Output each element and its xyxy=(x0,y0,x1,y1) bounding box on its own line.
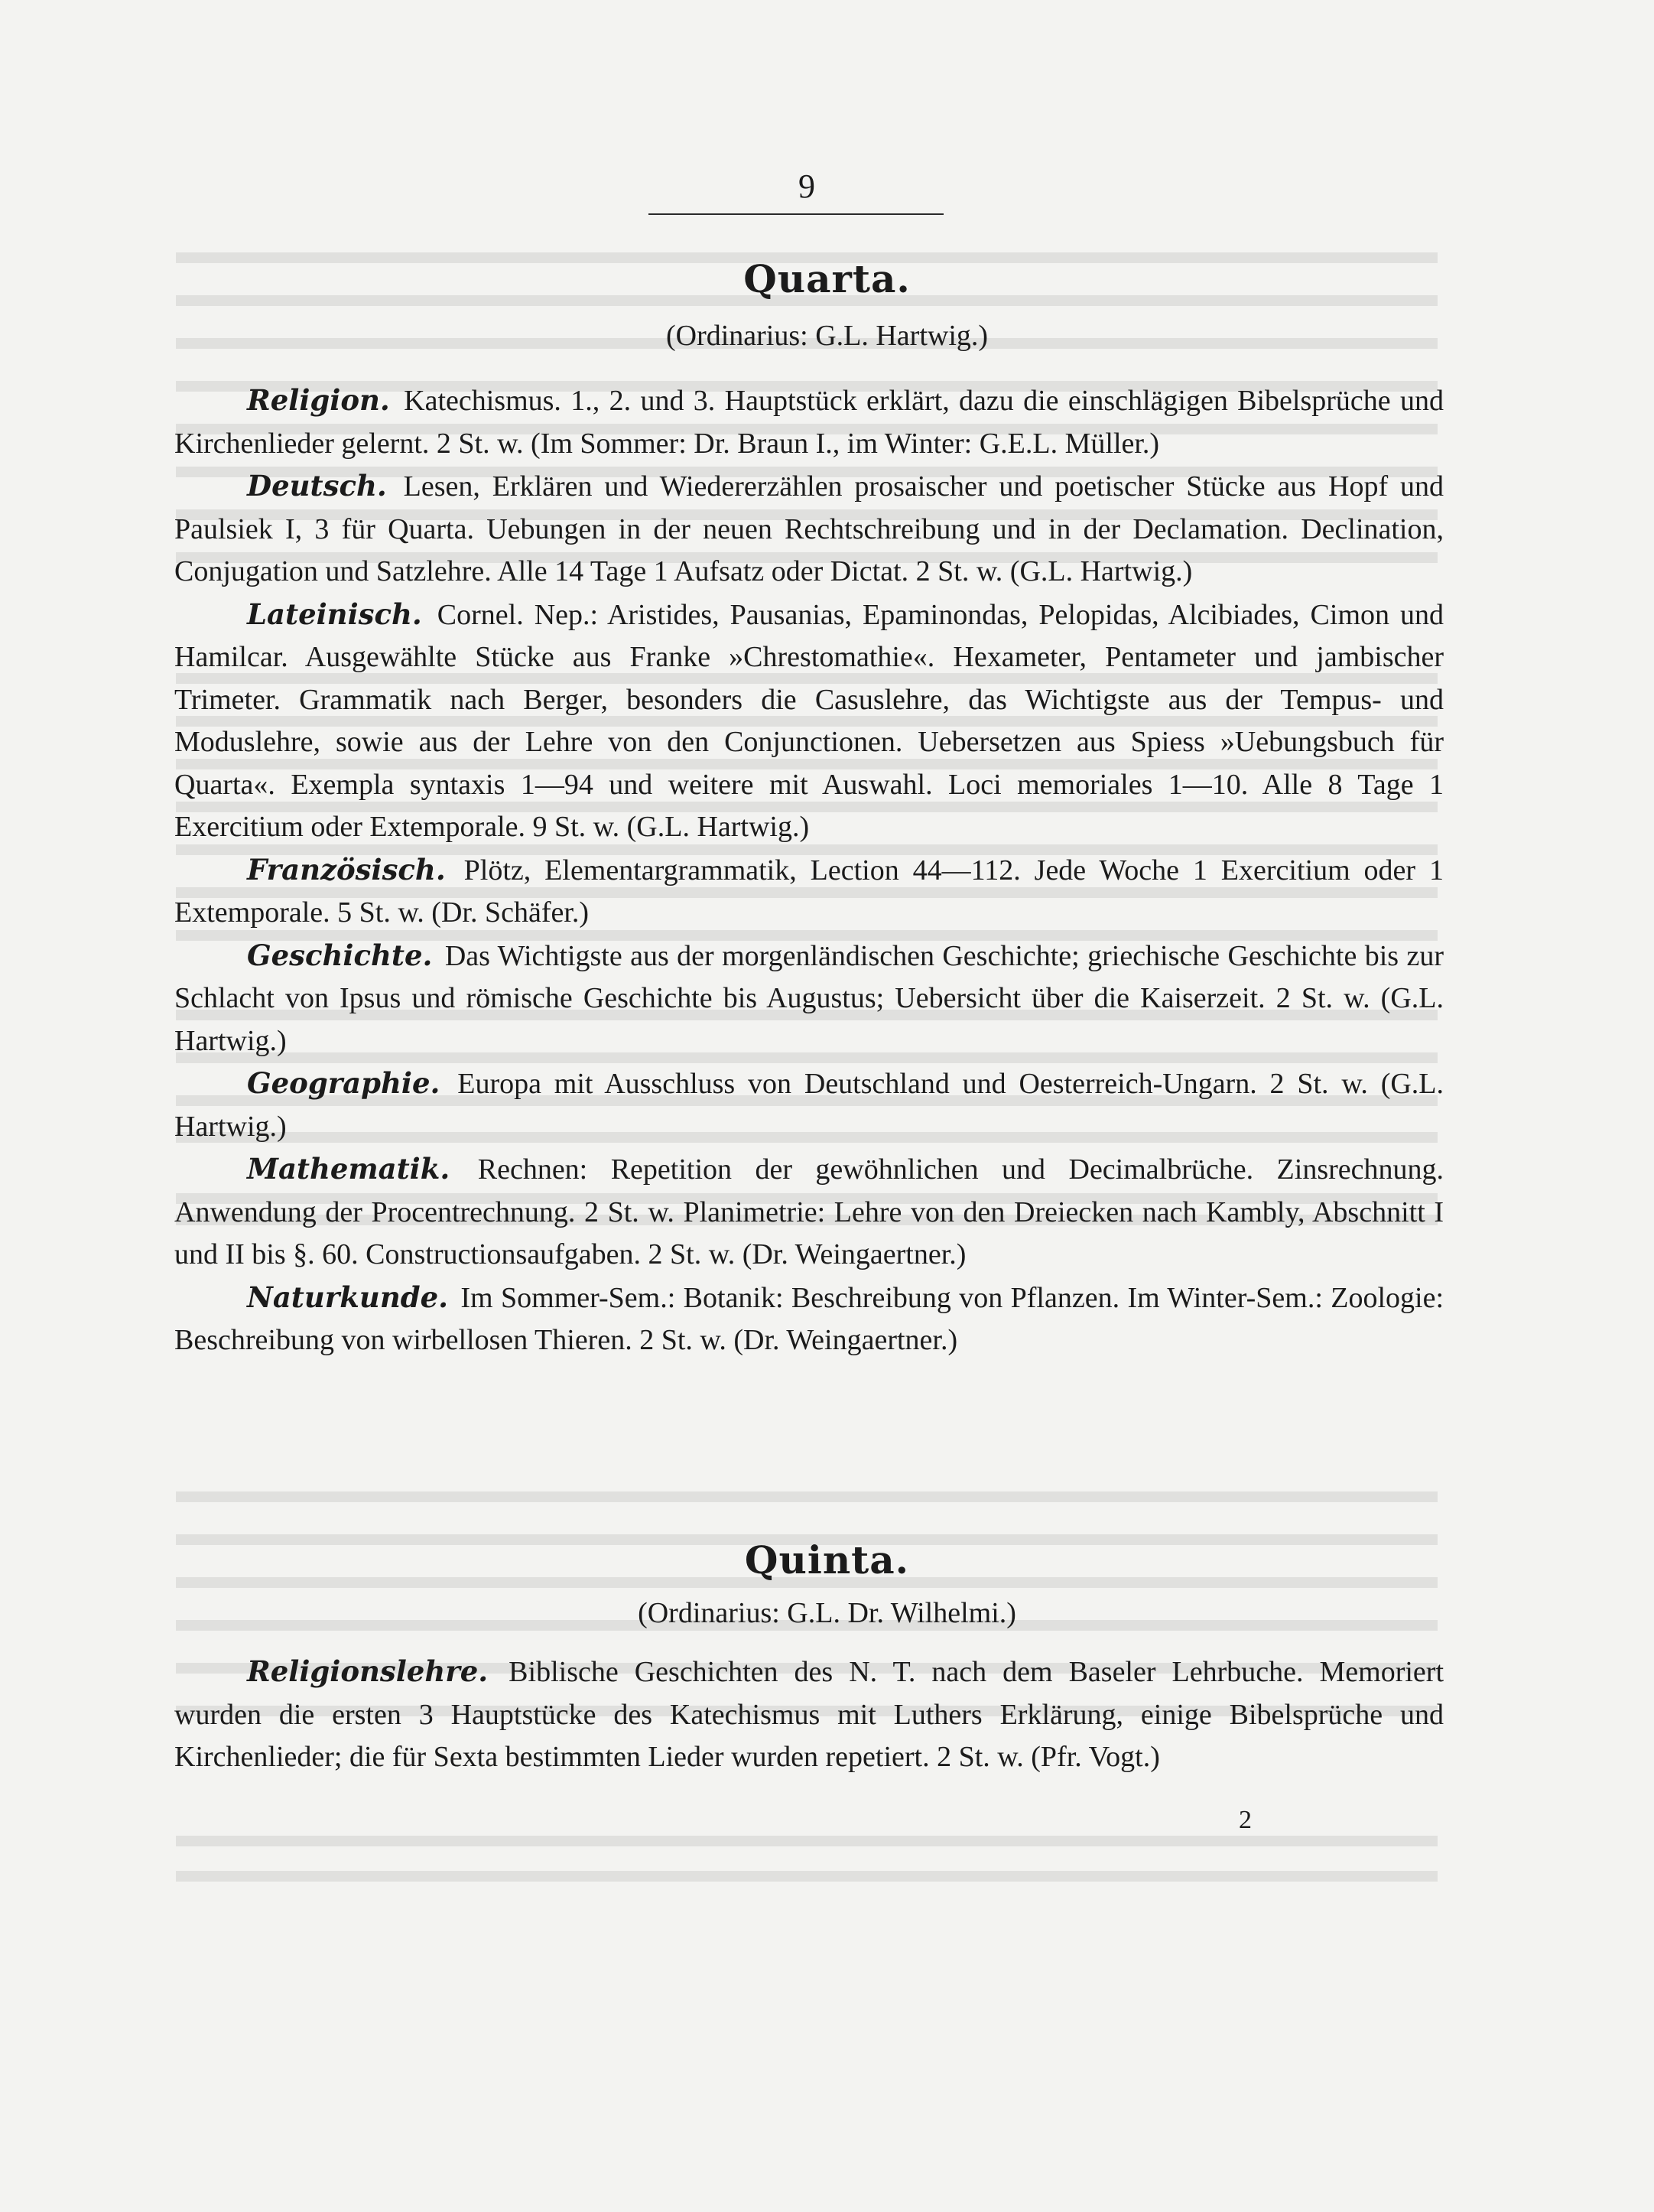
entry-naturkunde xyxy=(174,1277,1444,1362)
subject-heading: Französisch. xyxy=(247,852,446,886)
entry-text: Rechnen: Repetition der gewöhnlichen und Decimalbrüche. Zinsrechnung. Anwendung der Procentrechnung. 2 St. w. Planimetrie: Lehre von den Dreiecken nach Kambly, Abschnitt I und II bis §. 60. Constructionsaufgaben. 2 St. w. (Dr. Weingaertner.) xyxy=(174,1153,1444,1270)
subject-heading: Religion. xyxy=(247,383,390,417)
entry-mathematik xyxy=(174,1148,1444,1277)
entry-text: Cornel. Nep.: Aristides, Pausanias, Epaminondas, Pelopidas, Alcibiades, Cimon und Hamilcar. Ausgewählte Stücke aus Franke »Chrestomathie«. Hexameter, Pentameter und jambischer Trimeter. Grammatik nach Berger, besonders die Casuslehre, das Wichtigste aus der Tempus- und Moduslehre, sowie aus der Lehre von den Conjunctionen. Uebersetzen aus Spiess »Uebungsbuch für Quarta«. Exempla syntaxis 1—94 und weitere mit Auswahl. Loci memoriales 1—10. Alle 8 Tage 1 Exercitium oder Extemporale. 9 St. w. (G.L. Hartwig.) xyxy=(174,598,1444,843)
quarta-curriculum xyxy=(174,379,1444,1362)
entry-religion xyxy=(174,379,1444,465)
quinta-curriculum xyxy=(174,1651,1444,1779)
sheet-signature: 2 xyxy=(1239,1806,1252,1834)
entry-text: Im Sommer-Sem.: Botanik: Beschreibung von Pflanzen. Im Winter-Sem.: Zoologie: Beschreibung von wirbellosen Thieren. 2 St. w. (Dr. Weingaertner.) xyxy=(174,1281,1444,1356)
subject-heading: Lateinisch. xyxy=(247,597,422,631)
subject-heading: Geographie. xyxy=(247,1066,440,1100)
entry-text: Biblische Geschichten des N. T. nach dem Baseler Lehrbuche. Memoriert wurden die ersten 3 Hauptstücke des Katechismus mit Luthers Erklärung, einige Bibelsprüche und Kirchenlieder; die für Sexta bestimmten Lieder wurden repetiert. 2 St. w. (Pfr. Vogt.) xyxy=(174,1656,1444,1773)
entry-text: Katechismus. 1., 2. und 3. Hauptstück erklärt, dazu die einschlägigen Bibelsprüche und Kirchenlieder gelernt. 2 St. w. (Im Sommer: Dr. Braun I., im Winter: G.E.L. Müller.) xyxy=(174,385,1444,460)
page-number: 9 xyxy=(798,168,815,205)
subject-heading: Mathematik. xyxy=(247,1152,450,1186)
entry-religionslehre xyxy=(174,1651,1444,1779)
subject-heading: Geschichte. xyxy=(247,938,433,972)
subject-heading: Naturkunde. xyxy=(247,1280,449,1314)
header-rule xyxy=(648,213,944,215)
entry-text: Europa mit Ausschluss von Deutschland und Oesterreich-Ungarn. 2 St. w. (G.L. Hartwig.) xyxy=(174,1068,1444,1143)
section-title-quarta: Quarta. xyxy=(743,256,911,301)
entry-text: Lesen, Erklären und Wiedererzählen prosaischer und poetischer Stücke aus Hopf und Paulsiek I, 3 für Quarta. Uebungen in der neuen Rechtschreibung und in der Declamation. Declination, Conjugation und Satzlehre. Alle 14 Tage 1 Aufsatz oder Dictat. 2 St. w. (G.L. Hartwig.) xyxy=(174,470,1444,587)
entry-franzoesisch xyxy=(174,849,1444,935)
entry-deutsch xyxy=(174,465,1444,594)
subject-heading: Religionslehre. xyxy=(247,1654,489,1688)
entry-lateinisch xyxy=(174,594,1444,849)
section-title-quinta: Quinta. xyxy=(744,1537,910,1583)
ordinarius-quarta: (Ordinarius: G.L. Hartwig.) xyxy=(665,320,989,352)
entry-geographie xyxy=(174,1062,1444,1148)
entry-text: Das Wichtigste aus der morgenländischen Geschichte; griechische Geschichte bis zur Schlacht von Ipsus und römische Geschichte bis Augustus; Uebersicht über die Kaiserzeit. 2 St. w. (G.L. Hartwig.) xyxy=(174,939,1444,1057)
ordinarius-quinta: (Ordinarius: G.L. Dr. Wilhelmi.) xyxy=(638,1597,1016,1629)
subject-heading: Deutsch. xyxy=(247,469,387,503)
entry-geschichte xyxy=(174,935,1444,1063)
entry-text: Plötz, Elementargrammatik, Lection 44—112. Jede Woche 1 Exercitium oder 1 Extemporale. 5 St. w. (Dr. Schäfer.) xyxy=(174,854,1444,929)
